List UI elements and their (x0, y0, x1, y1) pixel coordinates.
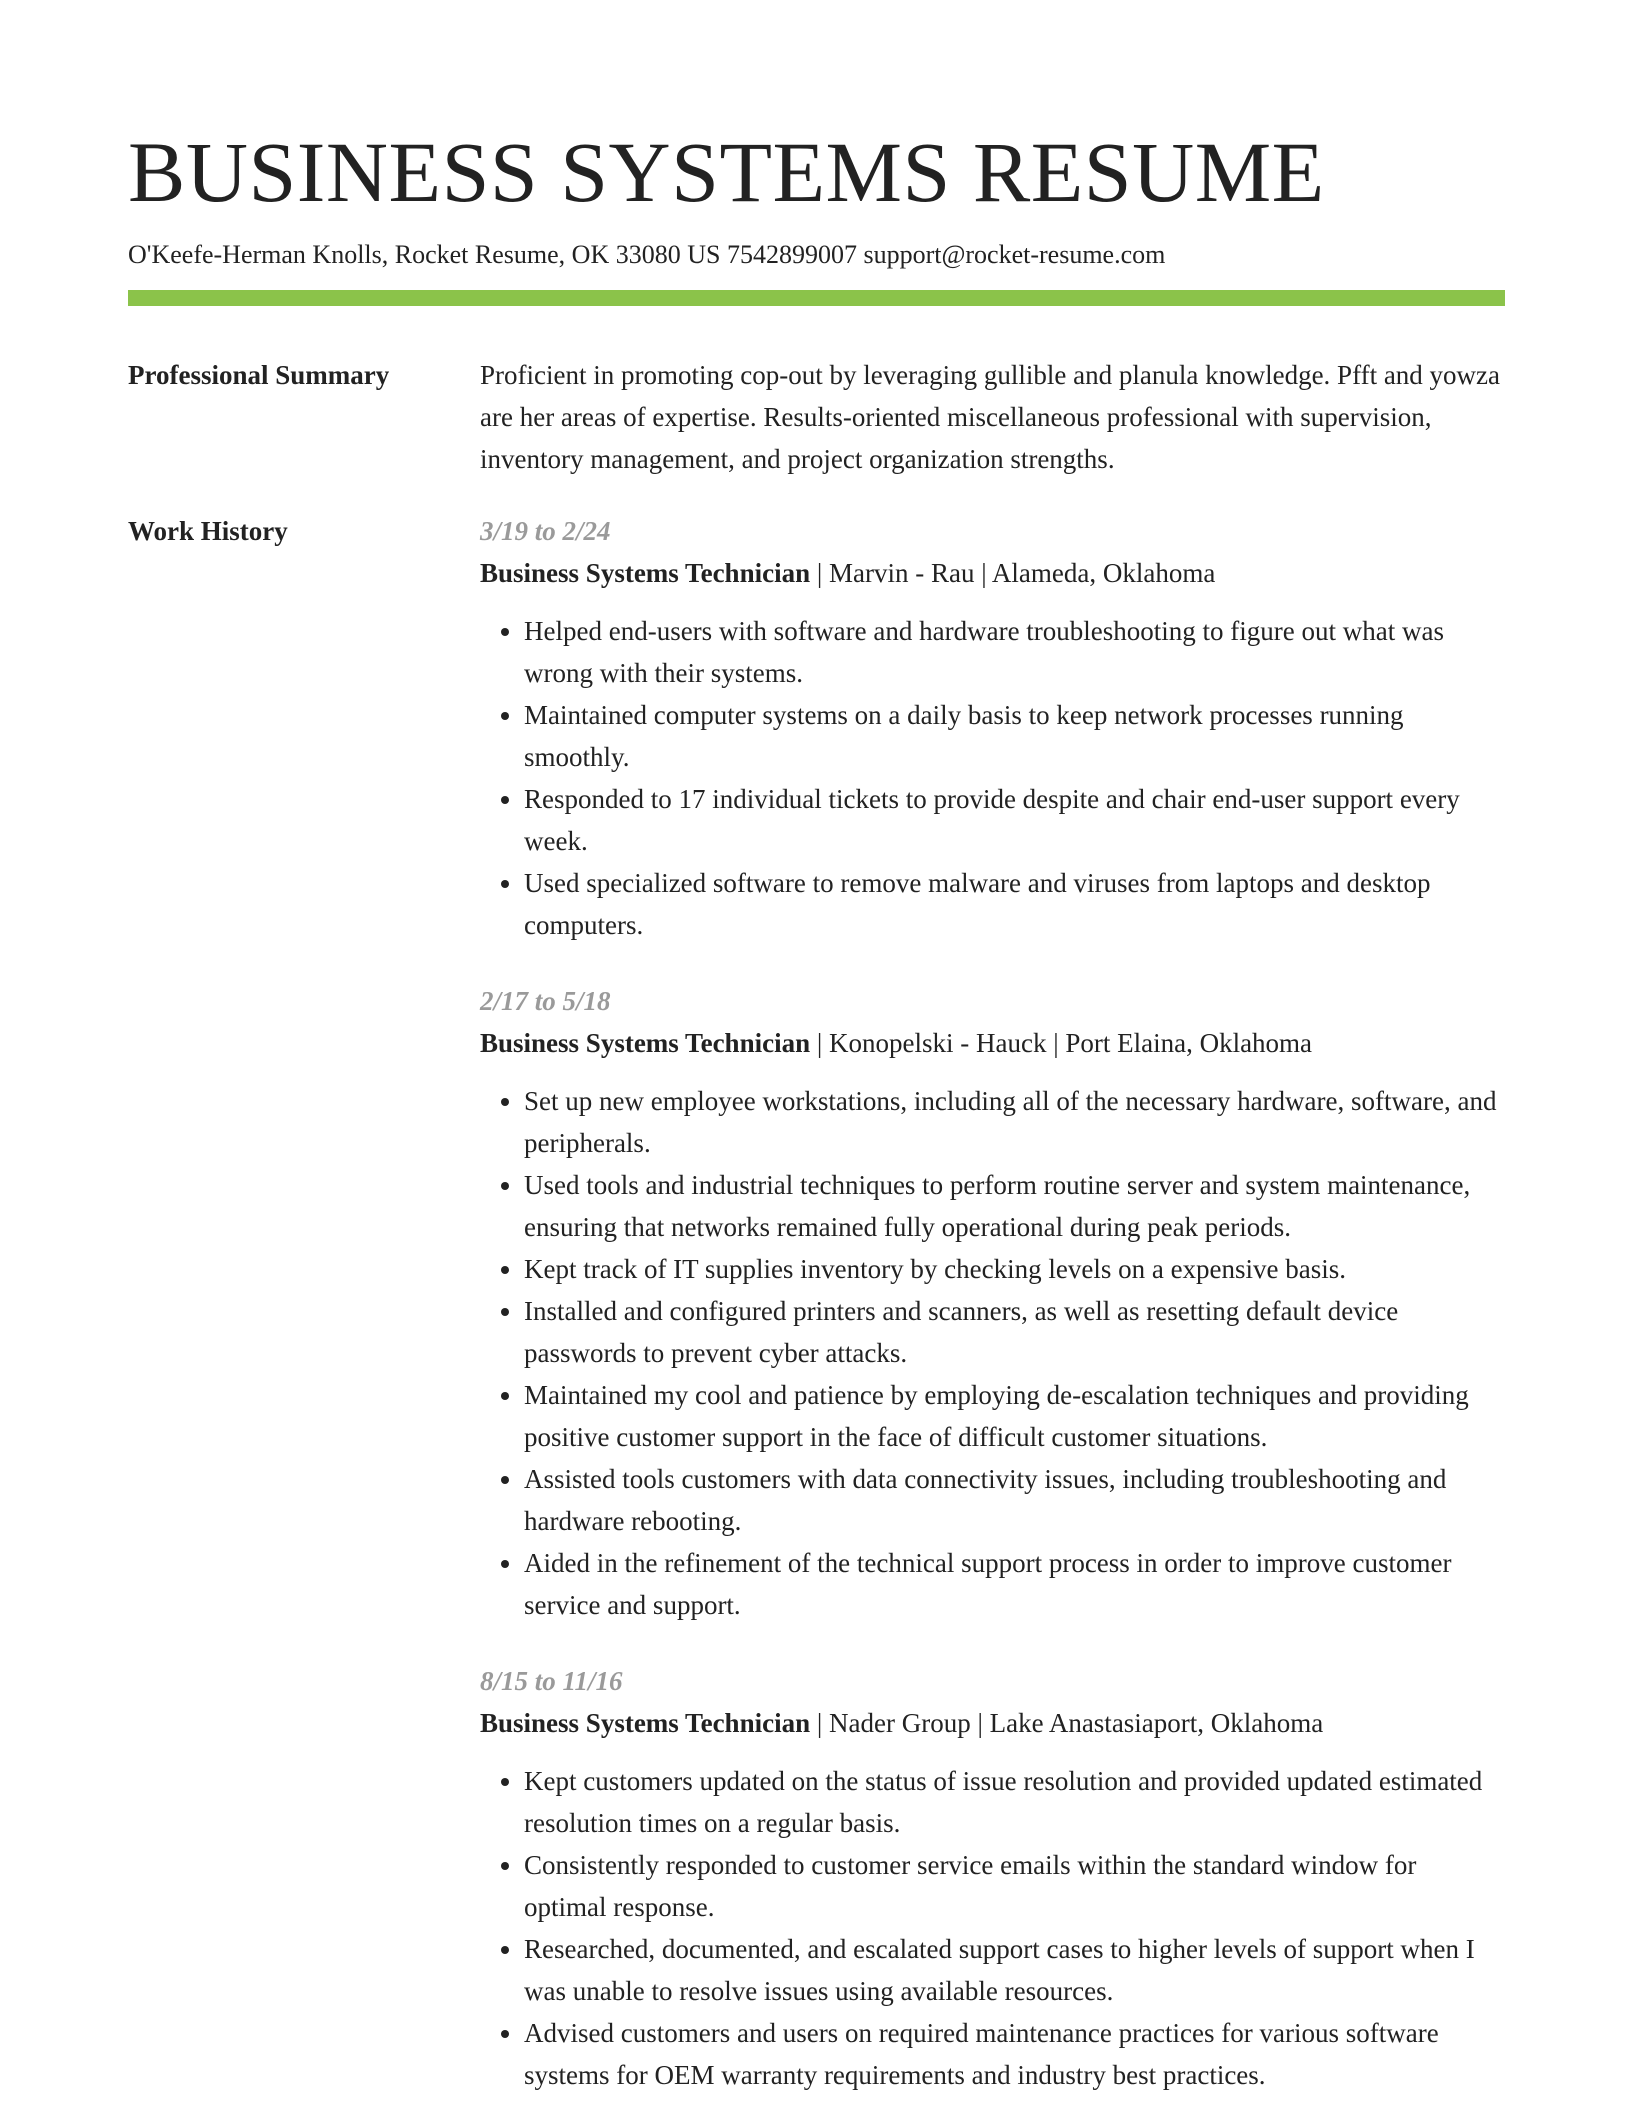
job-entry (480, 1660, 1505, 2096)
job-bullet: • Kept track of IT supplies inventory by checking levels on a expensive basis. (524, 1248, 1505, 1290)
header-divider (128, 290, 1505, 306)
job-dates: 2/17 to 5/18 (480, 986, 611, 1016)
job-bullet: • Responded to 17 individual tickets to provide despite and chair end-user support every week. (524, 778, 1505, 862)
job-bullet-list (480, 1760, 1505, 2096)
work-history-list (480, 510, 1505, 2096)
job-bullet-list (480, 1080, 1505, 1626)
job-bullet: • Researched, documented, and escalated support cases to higher levels of support when I was unable to resolve issues using available resources. (524, 1928, 1505, 2012)
job-heading (480, 1022, 1505, 1064)
resume-title: BUSINESS SYSTEMS RESUME (128, 124, 1325, 220)
job-entry (480, 980, 1505, 1626)
job-bullet: • Advised customers and users on required maintenance practices for various software systems for OEM warranty requirements and industry best practices. (524, 2012, 1505, 2096)
job-bullet: • Assisted tools customers with data connectivity issues, including troubleshooting and hardware rebooting. (524, 1458, 1505, 1542)
job-bullet: • Maintained my cool and patience by employing de-escalation techniques and providing positive customer support in the face of difficult customer situations. (524, 1374, 1505, 1458)
job-dates: 8/15 to 11/16 (480, 1666, 623, 1696)
job-bullet: • Installed and configured printers and scanners, as well as resetting default device passwords to prevent cyber attacks. (524, 1290, 1505, 1374)
job-bullet: • Used specialized software to remove malware and viruses from laptops and desktop computers. (524, 862, 1505, 946)
job-heading (480, 552, 1505, 594)
job-bullet: • Set up new employee workstations, including all of the necessary hardware, software, and peripherals. (524, 1080, 1505, 1164)
contact-address: O'Keefe-Herman Knolls, Rocket Resume, OK 33080 US (128, 240, 721, 269)
contact-phone: 7542899007 (726, 240, 857, 269)
job-bullet: • Maintained computer systems on a daily basis to keep network processes running smoothly. (524, 694, 1505, 778)
job-bullet-list (480, 610, 1505, 946)
work-history-section (128, 510, 1505, 2096)
job-title: Business Systems Technician (480, 1028, 811, 1058)
resume-page (128, 118, 1505, 2096)
job-entry (480, 510, 1505, 946)
summary-label: Professional Summary (128, 360, 390, 390)
contact-email: support@rocket-resume.com (863, 240, 1166, 269)
job-bullet: • Consistently responded to customer service emails within the standard window for optimal response. (524, 1844, 1505, 1928)
job-bullet: • Used tools and industrial techniques to perform routine server and system maintenance, ensuring that networks remained fully operational during peak periods. (524, 1164, 1505, 1248)
job-heading (480, 1702, 1505, 1744)
job-employer-location: | Konopelski - Hauck | Port Elaina, Oklahoma (810, 1028, 1313, 1058)
job-bullet: • Helped end-users with software and hardware troubleshooting to figure out what was wrong with their systems. (524, 610, 1505, 694)
work-history-label: Work History (128, 516, 288, 546)
job-dates: 3/19 to 2/24 (480, 516, 611, 546)
job-bullet: • Kept customers updated on the status of issue resolution and provided updated estimated resolution times on a regular basis. (524, 1760, 1505, 1844)
job-employer-location: | Nader Group | Lake Anastasiaport, Oklahoma (810, 1708, 1324, 1738)
job-employer-location: | Marvin - Rau | Alameda, Oklahoma (810, 558, 1216, 588)
contact-line (128, 238, 1505, 272)
job-title: Business Systems Technician (480, 558, 811, 588)
summary-text: Proficient in promoting cop-out by leveraging gullible and planula knowledge. Pfft and yowza are her areas of expertise. Results-oriented miscellaneous professional with supervision, inventory management, and project organization strengths. (480, 360, 1501, 474)
job-title: Business Systems Technician (480, 1708, 811, 1738)
summary-section (128, 354, 1505, 480)
job-bullet: • Aided in the refinement of the technical support process in order to improve customer service and support. (524, 1542, 1505, 1626)
